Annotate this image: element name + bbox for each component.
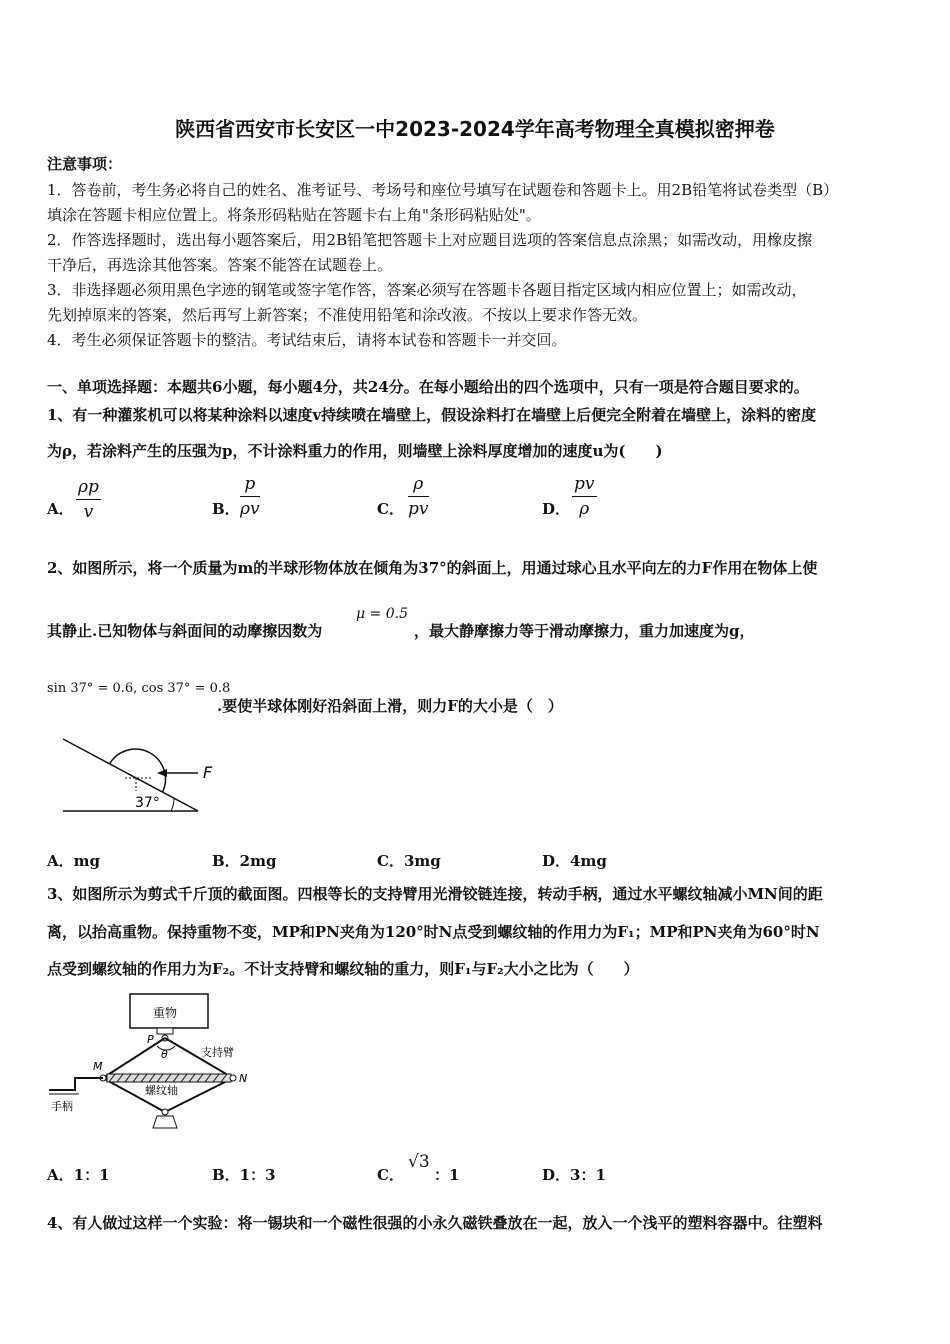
- q3-option-a: A．1：1: [47, 1166, 110, 1184]
- label-m: M: [93, 1060, 103, 1073]
- notice-line: 2．作答选择题时，选出每小题答案后，用2B铅笔把答题卡上对应题目选项的答案信息点涂黑；如需改动，用橡皮擦: [47, 231, 813, 249]
- denominator: v: [83, 502, 94, 522]
- denominator: ρ: [579, 499, 590, 519]
- pivot-bottom: [162, 1109, 168, 1115]
- angle-arc: [171, 798, 174, 811]
- q1-stem-line1: 1、有一种灌浆机可以将某种涂料以速度v持续喷在墙壁上，假设涂料打在墙壁上后便完全附着在墙壁上，涂料的密度: [47, 406, 817, 424]
- q3-option-d: D．3：1: [542, 1166, 606, 1184]
- q2-stem-line3: .要使半球体刚好沿斜面上滑，则力F的大小是（ ）: [217, 697, 563, 715]
- q1-option-a-fraction: [76, 477, 101, 522]
- notice-line: 填涂在答题卡相应位置上。将条形码粘贴在答题卡右上角"条形码粘贴处"。: [47, 206, 541, 224]
- q1-option-d-label: D．: [542, 500, 571, 518]
- handle-label: 手柄: [51, 1100, 73, 1113]
- section-heading: 一、单项选择题：本题共6小题，每小题4分，共24分。在每小题给出的四个选项中，只有一项是符合题目要求的。: [47, 378, 809, 396]
- label-p: P: [147, 1033, 154, 1046]
- arm-label: 支持臂: [201, 1046, 234, 1059]
- q1-stem-line2: 为ρ，若涂料产生的压强为p，不计涂料重力的作用，则墙壁上涂料厚度增加的速度u为( ): [47, 442, 663, 460]
- q2-stem-line2b: ，最大静摩擦力等于滑动摩擦力，重力加速度为g，: [414, 622, 755, 640]
- q2-stem-line2a: 其静止.已知物体与斜面间的动摩擦因数为: [47, 622, 323, 640]
- q2-option-d: D．4mg: [542, 852, 607, 870]
- q1-option-b-label: B．: [212, 500, 240, 518]
- base-block: [153, 1116, 177, 1128]
- angle-label: 37°: [135, 795, 160, 811]
- arm-mp: [103, 1038, 165, 1078]
- top-pad: [157, 1028, 173, 1034]
- numerator: ρp: [76, 477, 101, 500]
- q2-option-b: B．2mg: [212, 852, 277, 870]
- q3-stem-line1: 3、如图所示为剪式千斤顶的截面图。四根等长的支持臂用光滑铰链连接，转动手柄，通过水平螺纹轴减小MN间的距: [47, 885, 823, 903]
- screw-label: 螺纹轴: [145, 1084, 178, 1097]
- page-title: 陕西省西安市长安区一中2023-2024学年高考物理全真模拟密押卷: [175, 117, 775, 141]
- force-label: F: [203, 763, 213, 782]
- handle-bar: [49, 1078, 103, 1090]
- pivot-n: [230, 1075, 236, 1081]
- label-n: N: [239, 1072, 248, 1085]
- q3-stem-line3: 点受到螺纹轴的作用力为F₂。不计支持臂和螺纹轴的重力，则F₁与F₂大小之比为（ ）: [47, 960, 639, 978]
- notice-line: 干净后，再选涂其他答案。答案不能答在试题卷上。: [47, 256, 393, 274]
- q3-option-c: C．: [377, 1166, 404, 1184]
- label-theta: θ: [161, 1048, 168, 1061]
- force-arrowhead: [157, 769, 167, 777]
- q1-option-b-fraction: [240, 474, 260, 519]
- q2-mu-formula: μ = 0.5: [356, 606, 408, 622]
- q3-option-c-tail: ：1: [434, 1166, 460, 1184]
- q3-option-c-root: √3: [408, 1152, 430, 1172]
- hemisphere: [110, 749, 166, 792]
- q1-option-c-label: C．: [377, 500, 404, 518]
- notice-line: 先划掉原来的答案，然后再写上新答案；不准使用铅笔和涂改液。不按以上要求作答无效。: [47, 306, 648, 324]
- q3-jack-figure: [45, 990, 260, 1140]
- q1-option-a-label: A．: [47, 500, 74, 518]
- q2-option-a: A．mg: [47, 852, 100, 870]
- numerator: ρ: [408, 474, 429, 497]
- q3-stem-line2: 离，以抬高重物。保持重物不变，MP和PN夹角为120°时N点受到螺纹轴的作用力为F₁；MP和PN夹角为60°时N: [47, 923, 820, 941]
- numerator: p: [240, 474, 260, 497]
- q2-incline-figure: [55, 735, 213, 815]
- q2-stem-line1: 2、如图所示，将一个质量为m的半球形物体放在倾角为37°的斜面上，用通过球心且水平向左的力F作用在物体上使: [47, 559, 818, 577]
- weight-label: 重物: [153, 1006, 178, 1020]
- q2-option-c: C．3mg: [377, 852, 441, 870]
- denominator: pv: [408, 499, 429, 519]
- notice-heading: 注意事项：: [47, 155, 123, 173]
- notice-line: 3．非选择题必须用黑色字迹的钢笔或签字笔作答，答案必须写在答题卡各题目指定区域内相应位置上；如需改动，: [47, 281, 807, 299]
- q2-trig-formula: sin 37° = 0.6, cos 37° = 0.8: [47, 681, 231, 696]
- numerator: pv: [572, 474, 597, 497]
- q1-option-c-fraction: [408, 474, 429, 519]
- q1-option-d-fraction: [572, 474, 597, 519]
- q4-stem-line1: 4、有人做过这样一个实验：将一锡块和一个磁性很强的小永久磁铁叠放在一起，放入一个浅平的塑料容器中。往塑料: [47, 1214, 823, 1232]
- notice-line: 1．答卷前，考生务必将自己的姓名、准考证号、考场号和座位号填写在试题卷和答题卡上。用2B铅笔将试卷类型（B）: [47, 181, 839, 199]
- denominator: ρv: [240, 499, 260, 519]
- q3-option-b: B．1：3: [212, 1166, 276, 1184]
- notice-line: 4．考生必须保证答题卡的整洁。考试结束后，请将本试卷和答题卡一并交回。: [47, 331, 567, 349]
